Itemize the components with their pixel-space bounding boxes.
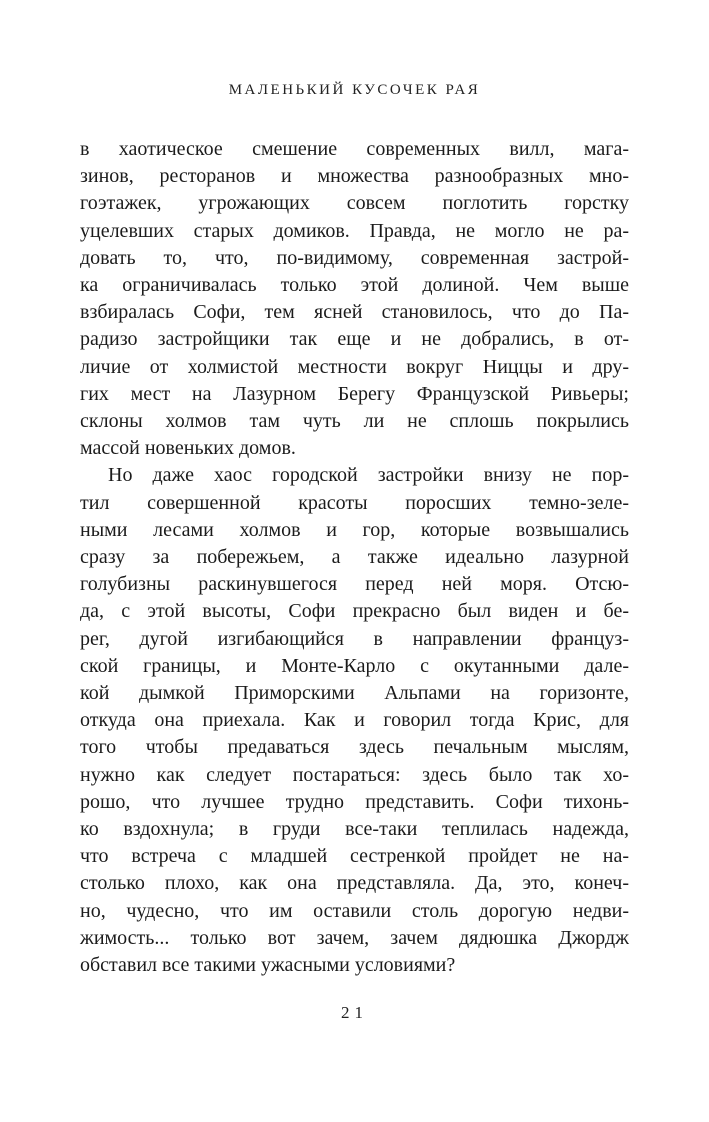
- text-line: зинов, ресторанов и множества разнообразных мно-: [80, 165, 629, 188]
- text-line: личие от холмистой местности вокруг Ниццы и дру-: [80, 355, 629, 378]
- text-line: взбиралась Софи, тем ясней становилось, что до Па-: [80, 301, 629, 324]
- text-line: склоны холмов там чуть ли не сплошь покрылись: [80, 410, 629, 433]
- text-line: жимость... только вот зачем, зачем дядюшка Джордж: [80, 926, 629, 949]
- text-line: ко вздохнула; в груди все-таки теплилась надежда,: [80, 818, 629, 841]
- body-text: [80, 136, 629, 979]
- text-line: уцелевших старых домиков. Правда, не могло не ра-: [80, 219, 629, 242]
- text-line: ными лесами холмов и гор, которые возвышались: [80, 518, 629, 541]
- text-line: в хаотическое смешение современных вилл, мага-: [80, 138, 629, 160]
- text-line: того чтобы предаваться здесь печальным мыслям,: [80, 736, 629, 759]
- text-line: откуда она приехала. Как и говорил тогда Крис, для: [80, 709, 629, 732]
- text-line: ка ограничивалась только этой долиной. Чем выше: [80, 274, 629, 297]
- text-line: рошо, что лучшее трудно представить. Софи тихонь-: [80, 790, 629, 813]
- text-line: ской границы, и Монте-Карло с окутанными дале-: [80, 654, 629, 677]
- text-line: нужно как следует постараться: здесь было так хо-: [80, 763, 629, 786]
- text-line: голубизны раскинувшегося перед ней моря. Отсю-: [80, 573, 629, 596]
- page-number: 21: [341, 1003, 368, 1022]
- text-line: массой новеньких домов.: [80, 437, 296, 460]
- text-line: но, чудесно, что им оставили столь дорогую недви-: [80, 899, 629, 922]
- text-line: сразу за побережьем, а также идеально лазурной: [80, 546, 629, 569]
- text-line: довать то, что, по-видимому, современная застрой-: [80, 246, 629, 269]
- text-line: радизо застройщики так еще и не добрались, в от-: [80, 328, 629, 351]
- text-line: что встреча с младшей сестренкой пройдет не на-: [80, 845, 629, 868]
- text-line: гоэтажек, угрожающих совсем поглотить горстку: [80, 192, 629, 215]
- text-line: да, с этой высоты, Софи прекрасно был виден и бе-: [80, 600, 629, 623]
- running-head: МАЛЕНЬКИЙ КУСОЧЕК РАЯ: [228, 82, 481, 98]
- text-line: рег, дугой изгибающийся в направлении француз-: [80, 627, 629, 650]
- text-line: тил совершенной красоты поросших темно-зеле-: [80, 491, 629, 514]
- text-line: кой дымкой Приморскими Альпами на горизонте,: [80, 682, 629, 705]
- text-line: гих мест на Лазурном Берегу Французской Ривьеры;: [80, 382, 629, 405]
- text-line: обставил все такими ужасными условиями?: [80, 954, 456, 977]
- text-line: Но даже хаос городской застройки внизу не пор-: [108, 464, 629, 487]
- text-line: столько плохо, как она представляла. Да, это, конеч-: [80, 872, 629, 895]
